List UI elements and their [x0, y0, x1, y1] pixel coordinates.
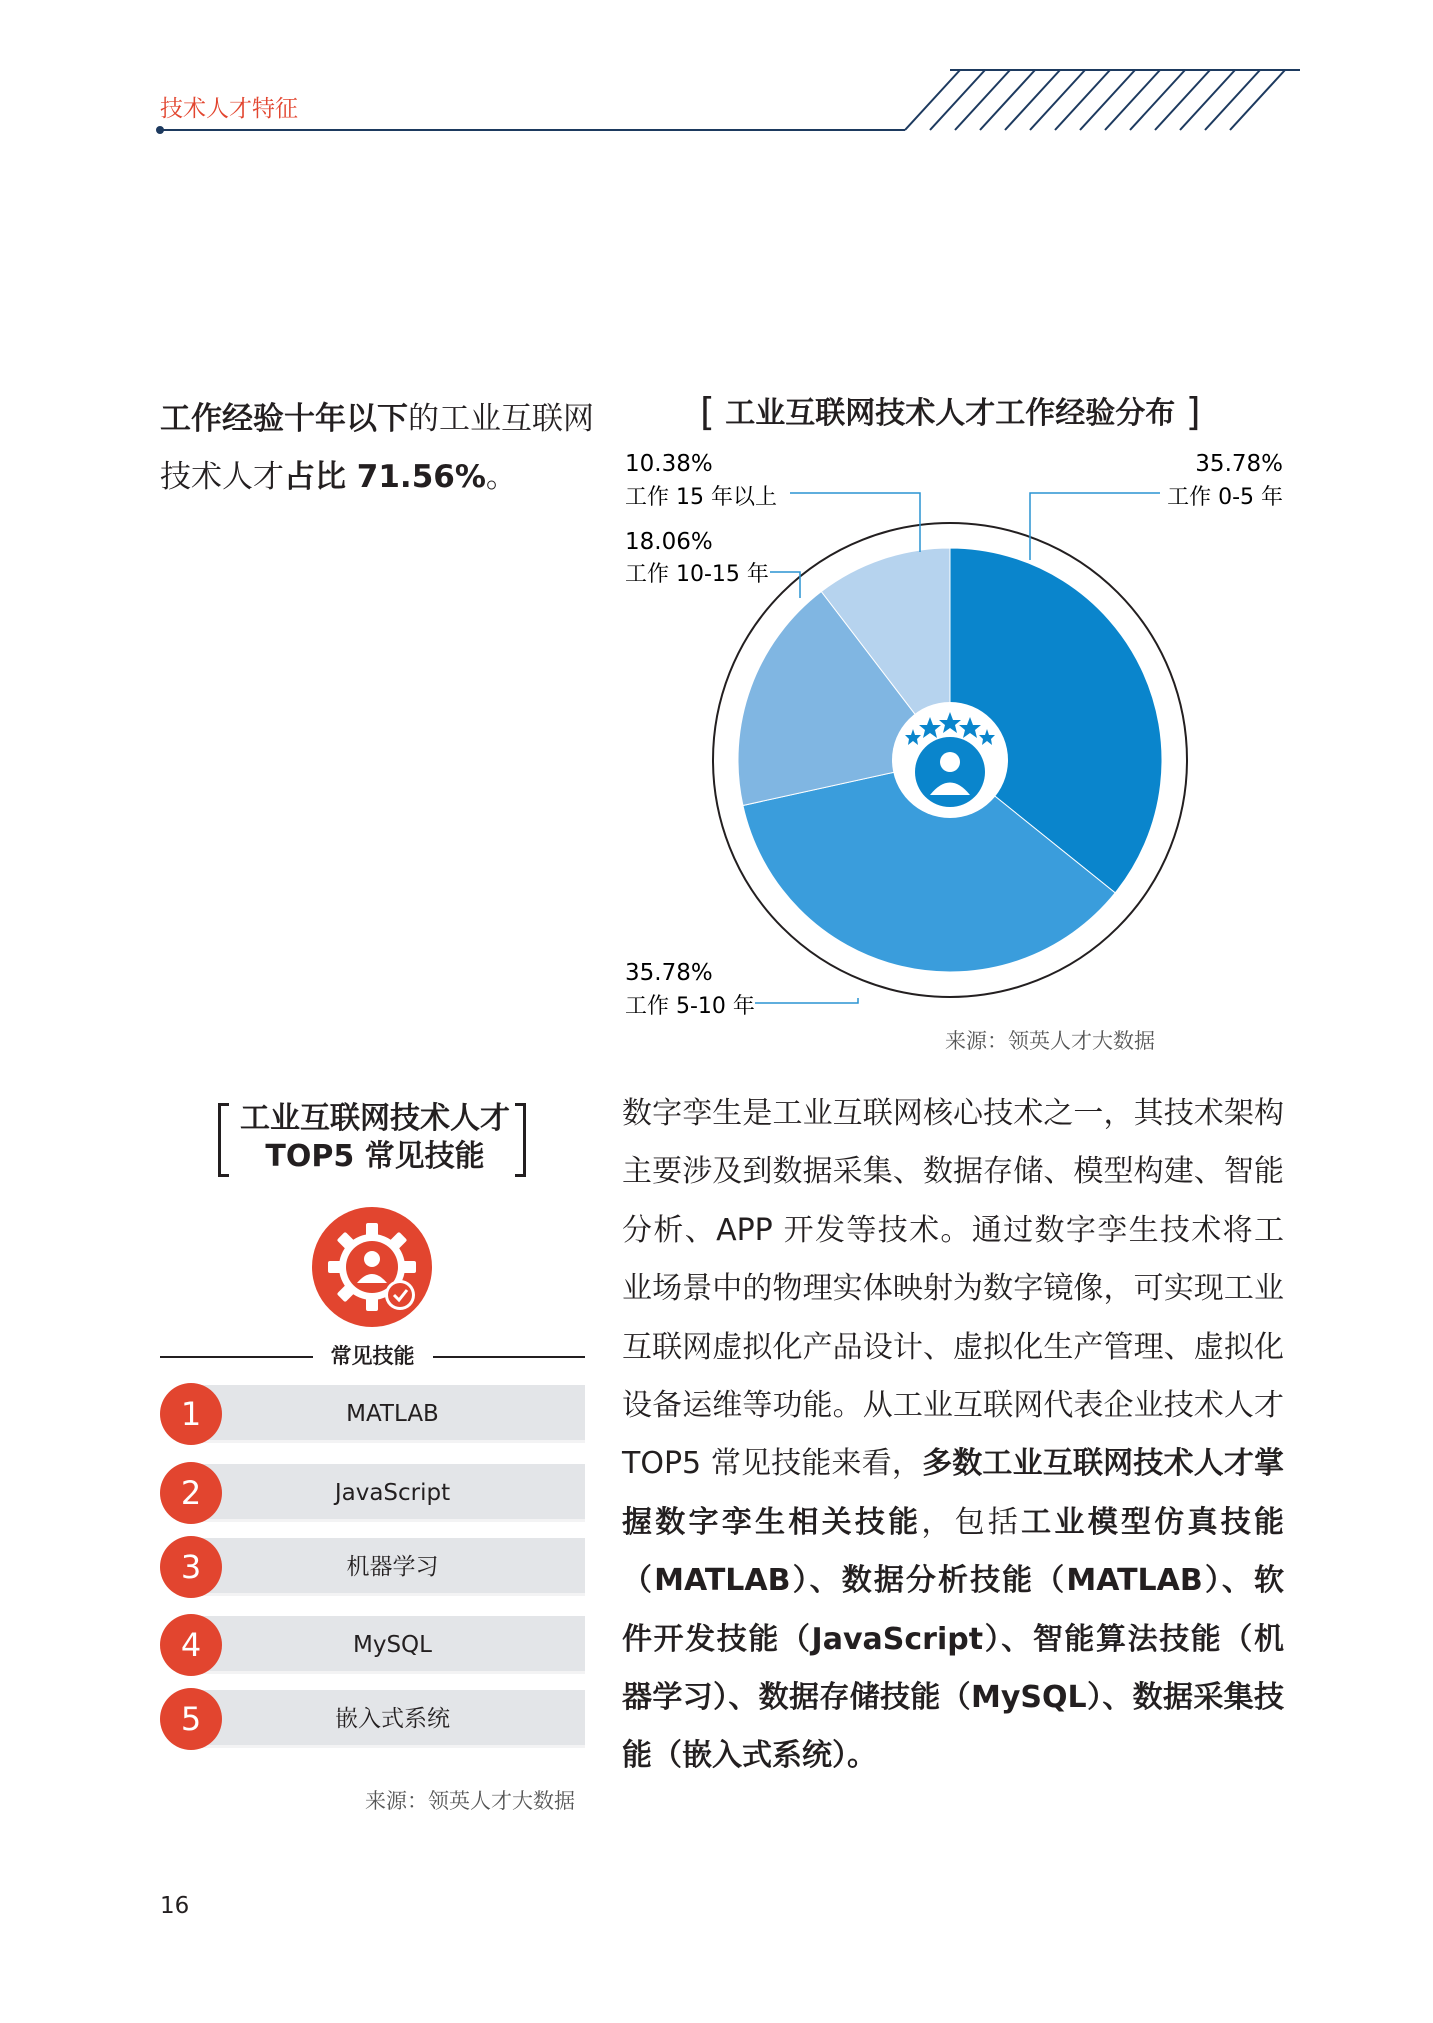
skill-item — [160, 1616, 585, 1674]
leader-line-0-5 — [1030, 493, 1160, 560]
slice-label-5-10: 工作 5-10 年 — [625, 994, 755, 1019]
skills-title-line2: TOP5 常见技能 — [265, 1139, 485, 1174]
skills-subheading — [160, 1340, 585, 1370]
intro-text-1: 的工业互联网技术人才 — [160, 401, 594, 495]
page-number: 16 — [160, 1893, 190, 1919]
skill-name: MATLAB — [346, 1401, 439, 1427]
pie-title-text: 工业互联网技术人才工作经验分布 — [725, 396, 1176, 431]
skill-name: MySQL — [353, 1632, 432, 1658]
slice-pct-5-10: 35.78% — [625, 960, 713, 986]
pie-source: 来源：领英人才大数据 — [945, 1029, 1155, 1053]
slice-label-10-15: 工作 10-15 年 — [625, 562, 769, 587]
para-text-1: 数字孪生是工业互联网核心技术之一，其技术架构主要涉及到数据采集、数据存储、模型构建、智能分析、APP 开发等技术。通过数字孪生技术将工业场景中的物理实体映射为数字镜像，可实现工业互联网虚拟化产品设计、虚拟化生产管理、虚拟化设备运维等功能。从工业互联网代表企业技术人才 TOP5 常见技能来看， — [622, 1096, 1284, 1482]
para-bold-1: 多数工业互联网技术人才掌握数字孪生相关技能 — [622, 1446, 1284, 1540]
slice-pct-0-5: 35.78% — [1195, 451, 1283, 477]
skills-title-line1: 工业互联网技术人才 — [240, 1101, 510, 1136]
skill-name: 嵌入式系统 — [335, 1706, 450, 1732]
slice-label-0-5: 工作 0-5 年 — [1167, 485, 1283, 510]
para-text-2: ，包括 — [921, 1504, 1022, 1540]
intro-text-2: 。 — [485, 459, 517, 495]
skill-rank: 5 — [160, 1688, 222, 1750]
skill-item — [160, 1538, 585, 1596]
bracket-open: [ — [700, 390, 715, 434]
skill-name: 机器学习 — [346, 1554, 439, 1580]
leader-line-10-15 — [770, 572, 800, 598]
para-bold-2: 工业模型仿真技能（MATLAB）、数据分析技能（MATLAB）、软件开发技能（JavaScript）、智能算法技能（机器学习）、数据存储技能（MySQL）、数据采集技能（嵌入式系统）。 — [622, 1504, 1285, 1774]
gear-person-check-icon — [310, 1205, 435, 1330]
intro-bold-2: 占比 71.56% — [284, 459, 486, 495]
skill-item — [160, 1464, 585, 1522]
skills-source: 来源：领英人才大数据 — [365, 1789, 575, 1813]
skills-subheading-text: 常见技能 — [313, 1344, 433, 1368]
person-with-stars-icon — [892, 702, 1008, 818]
section-title: 技术人才特征 — [160, 96, 298, 122]
skills-title — [215, 1100, 535, 1176]
skill-rank: 4 — [160, 1614, 222, 1676]
body-paragraph — [622, 1085, 1284, 1786]
bracket-close: ] — [1185, 390, 1201, 434]
skill-rank: 2 — [160, 1462, 222, 1524]
skill-rank: 1 — [160, 1383, 222, 1445]
slice-pct-10-15: 18.06% — [625, 529, 713, 555]
skill-rank: 3 — [160, 1536, 222, 1598]
skill-name: JavaScript — [334, 1480, 451, 1506]
skill-item — [160, 1690, 585, 1748]
intro-bold-1: 工作经验十年以下 — [160, 401, 408, 437]
slice-label-15-plus: 工作 15 年以上 — [625, 485, 777, 510]
slice-pct-15-plus: 10.38% — [625, 451, 713, 477]
skill-item — [160, 1385, 585, 1443]
leader-line-5-10 — [755, 998, 858, 1003]
